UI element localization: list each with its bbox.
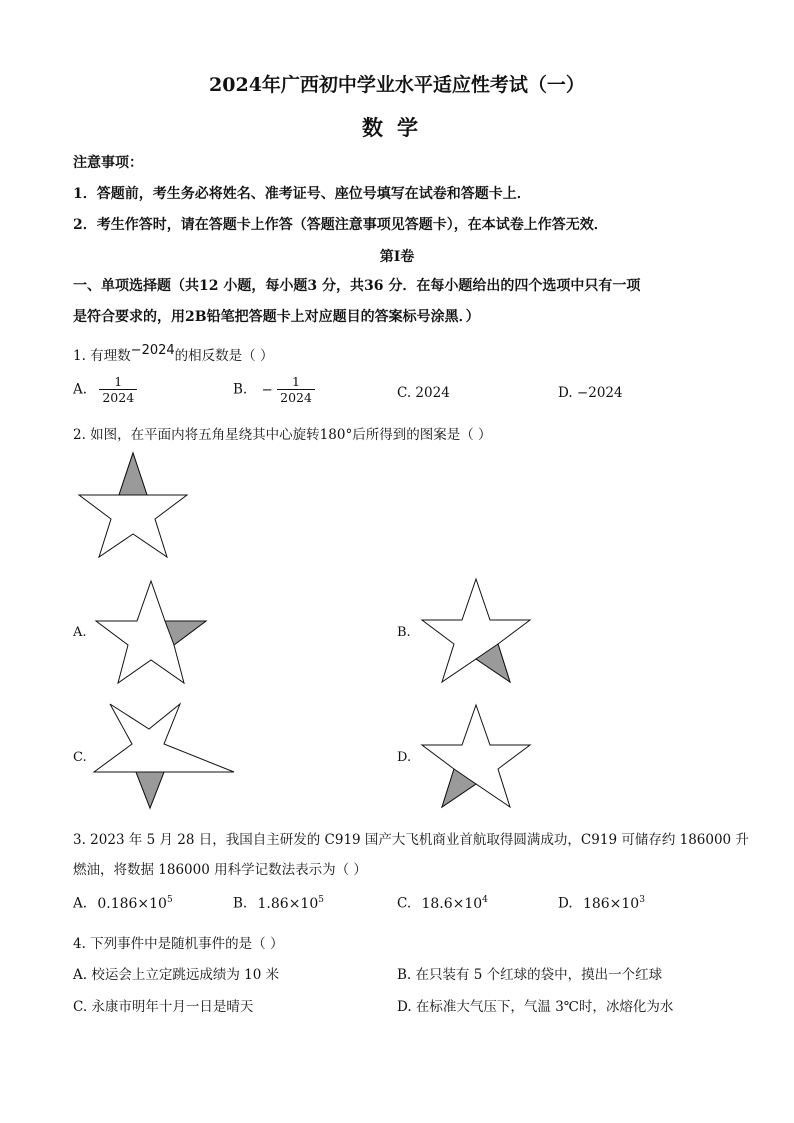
q1-number: −2024 — [130, 343, 175, 358]
q2-option-c-label: C. — [73, 750, 87, 765]
q3-option-a — [73, 895, 173, 912]
q1-b-sign: − — [261, 381, 273, 398]
q3-option-d — [558, 895, 645, 912]
q3-option-c — [397, 895, 488, 912]
q3-c-base: 18.6×10 — [421, 895, 483, 912]
q1-option-a — [73, 374, 137, 405]
q3-a-base: 0.186×10 — [97, 895, 167, 912]
q2-option-a-label: A. — [73, 625, 87, 640]
q3-d-exponent: 3 — [639, 895, 645, 905]
q1-stem-after: 的相反数是（ ） — [174, 348, 274, 364]
q1-a-fraction — [99, 374, 137, 405]
q4-option-d: D. 在标准大气压下，气温 3℃时，冰熔化为水 — [397, 999, 674, 1015]
q3-d-base: 186×10 — [582, 895, 640, 912]
q1-b-numerator: 1 — [277, 374, 315, 390]
q2-original-star-shaded-point — [119, 453, 147, 495]
q4-option-c: C. 永康市明年十月一日是晴天 — [73, 999, 254, 1015]
q3-stem-line2: 燃油，将数据 186000 用科学记数法表示为（ ） — [73, 862, 367, 878]
q2-option-a-star — [94, 580, 208, 684]
q1-stem-before: 1. 有理数 — [73, 348, 131, 364]
q3-a-exponent: 5 — [166, 895, 173, 905]
section-instructions-line2: 是符合要求的，用2B铅笔把答题卡上对应题目的答案标号涂黑．） — [73, 309, 480, 325]
q4-stem: 4. 下列事件中是随机事件的是（ ） — [73, 936, 284, 952]
q2-option-b-star — [420, 578, 532, 684]
q2-option-c-shaded-point — [136, 772, 164, 808]
subject-title: 数学 — [362, 115, 432, 140]
q3-c-label: C. — [397, 895, 412, 912]
q1-stem — [73, 344, 273, 364]
q3-c-exponent: 4 — [482, 895, 488, 905]
q3-b-base: 1.86×10 — [257, 895, 319, 912]
q3-a-label: A. — [73, 895, 88, 912]
q1-b-label: B. — [233, 381, 248, 398]
q1-a-numerator: 1 — [99, 374, 137, 390]
q3-option-b — [233, 895, 324, 912]
notes-heading: 注意事项： — [73, 155, 143, 171]
volume-heading: 第Ⅰ卷 — [379, 249, 415, 265]
q2-option-d-label: D. — [397, 750, 412, 765]
q1-option-d: D. −2024 — [558, 385, 623, 401]
q1-b-fraction — [277, 374, 315, 405]
q2-original-star — [77, 452, 189, 558]
q2-option-c-star — [92, 702, 236, 810]
q4-option-a: A. 校运会上立定跳远成绩为 10 米 — [73, 967, 280, 983]
section-instructions-line1: 一、单项选择题（共12 小题，每小题3 分，共36 分．在每小题给出的四个选项中只有一项 — [73, 278, 641, 294]
notes-item-1: 1．答题前，考生务必将姓名、准考证号、座位号填写在试卷和答题卡上． — [73, 186, 531, 202]
notes-item-2: 2．考生作答时，请在答题卡上作答（答题注意事项见答题卡），在本试卷上作答无效． — [73, 217, 608, 233]
q2-option-b-label: B. — [397, 625, 411, 640]
q3-b-label: B. — [233, 895, 248, 912]
q3-b-exponent: 5 — [318, 895, 324, 905]
q3-stem-line1: 3. 2023 年 5 月 28 日，我国自主研发的 C919 国产大飞机商业首航取得圆满成功，C919 可储存约 186000 升 — [73, 832, 749, 848]
q1-b-denominator: 2024 — [280, 390, 312, 405]
q1-option-b — [233, 374, 315, 405]
q1-option-c: C. 2024 — [397, 385, 450, 401]
q1-a-denominator: 2024 — [102, 390, 135, 405]
q3-d-label: D. — [558, 895, 573, 912]
q2-stem: 2. 如图，在平面内将五角星绕其中心旋转180°后所得到的图案是（ ） — [73, 427, 492, 443]
q2-option-d-star — [420, 704, 532, 808]
exam-title: 2024年广西初中学业水平适应性考试（一） — [209, 74, 585, 96]
q1-a-label: A. — [73, 381, 88, 398]
q4-option-b: B. 在只装有 5 个红球的袋中，摸出一个红球 — [397, 967, 663, 983]
